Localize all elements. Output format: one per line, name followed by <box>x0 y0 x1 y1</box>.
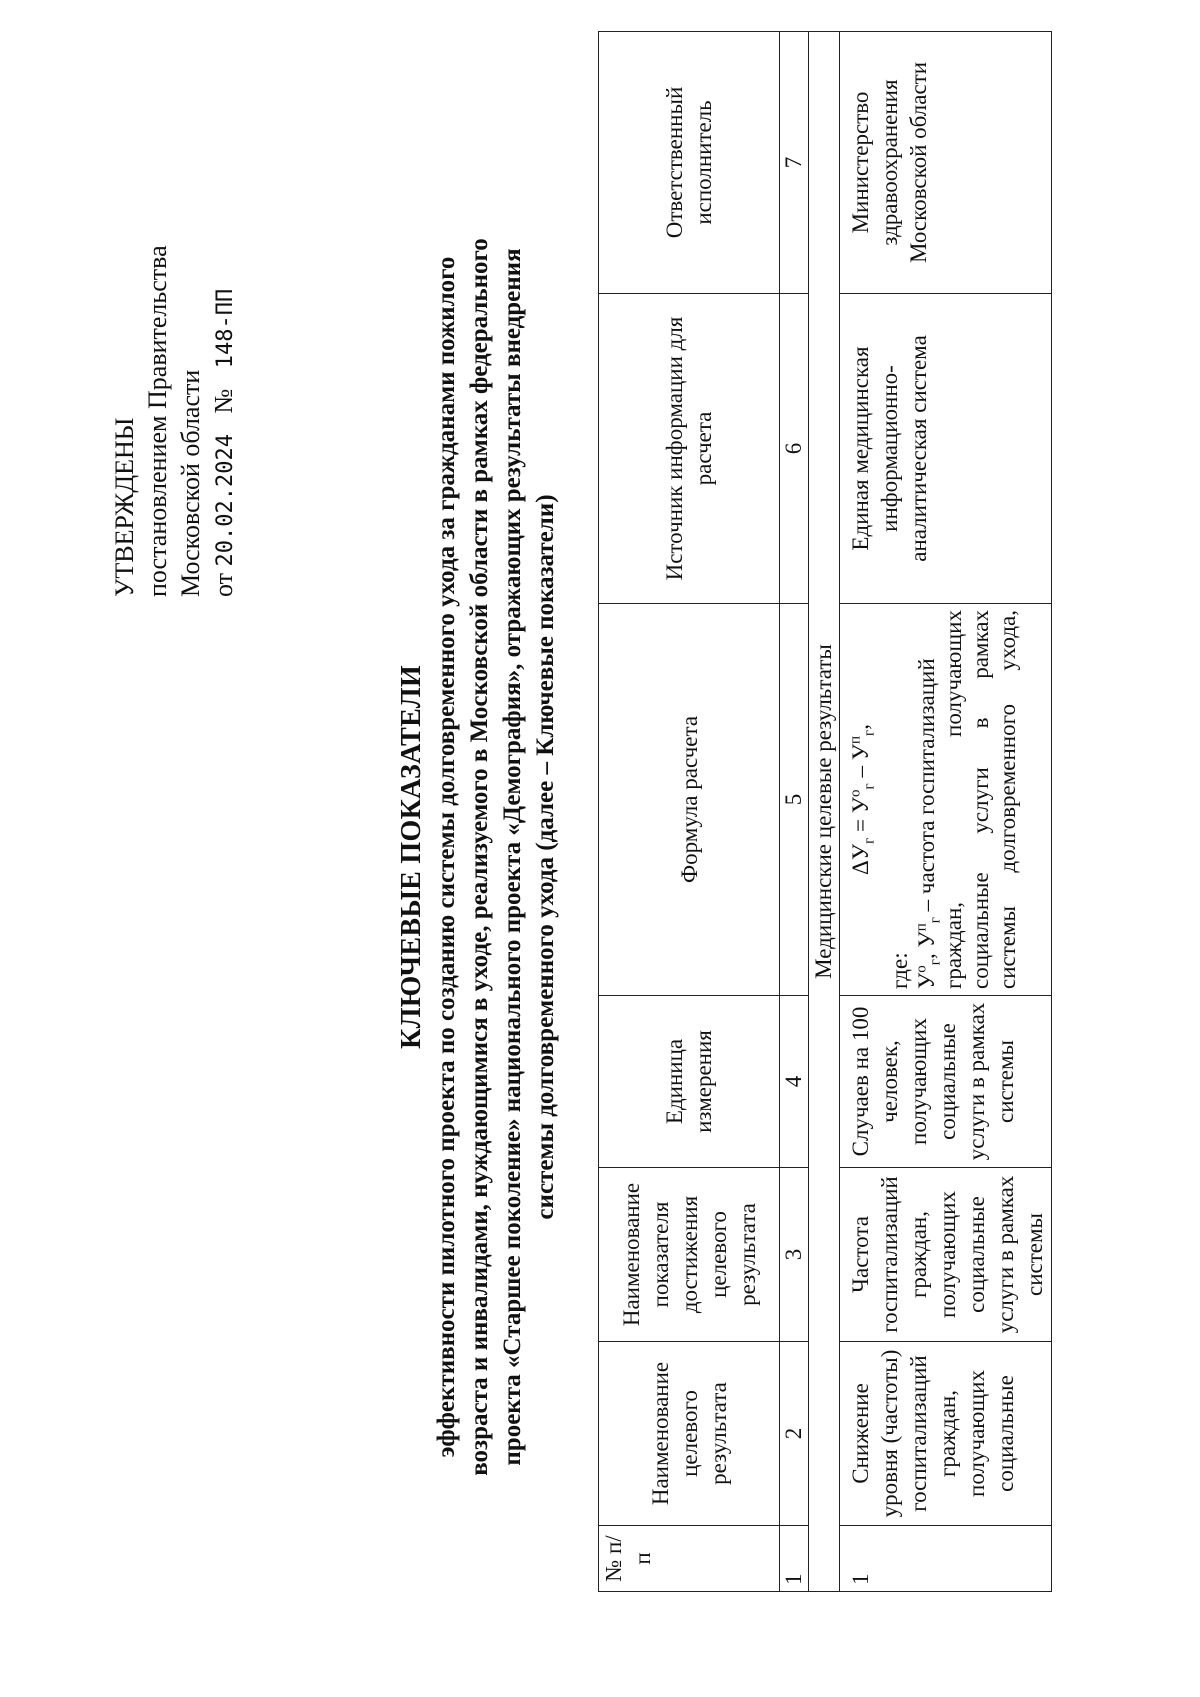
approval-date: 20.02.2024 <box>213 434 238 567</box>
title-line-2: возраста и инвалидами, нуждающимися в уходе, реализуемого в Московской области в рамках федерального <box>466 238 493 1476</box>
formula-vars: $У^о_г$, $У^п_г$ – частота госпитализаций <box>913 658 944 989</box>
header-source: Источник информации для расчета <box>599 294 780 604</box>
approval-date-line <box>207 137 242 597</box>
formula-desc-line-3: социальные услуги в рамках <box>968 610 993 989</box>
column-number-3: 3 <box>780 1168 809 1342</box>
column-number-5: 5 <box>780 604 809 996</box>
approval-stamp <box>108 137 242 597</box>
formula-desc-line-4: системы долговременного ухода, <box>995 610 1020 989</box>
column-number-2: 2 <box>780 1342 809 1526</box>
approval-number: 148-ПП <box>213 288 238 369</box>
table-row <box>840 32 1052 1592</box>
formula-expression: $\Delta У_г = У^о_г - У^п_г$, <box>847 724 878 875</box>
key-indicators-table <box>598 31 1052 1592</box>
approval-line-1: постановлением Правительства <box>143 245 172 597</box>
approval-number-sign: № <box>209 388 238 414</box>
title-line-4: системы долговременного ухода (далее – Ключевые показатели) <box>532 494 559 1220</box>
title-line-3: проекта «Старшее поколение» национального проекта «Демография», отражающих результаты внедрения <box>499 248 526 1466</box>
section-row <box>809 32 840 1592</box>
header-indicator-name: Наименование показателя достижения целевого результата <box>599 1168 780 1342</box>
column-number-6: 6 <box>780 294 809 604</box>
row-executor: Министерство здравоохранения Московской области <box>840 32 1052 294</box>
document-title <box>395 167 562 1547</box>
header-executor: Ответственный исполнитель <box>599 32 780 294</box>
section-title: Медицинские целевые результаты <box>809 32 840 1592</box>
header-result-name: Наименование целевого результата <box>599 1342 780 1526</box>
column-number-row <box>780 32 809 1592</box>
approval-line-2: Московской области <box>176 369 205 597</box>
row-indicator-name: Частота госпитализаций граждан, получающих социальные услуги в рамках системы <box>840 1168 1052 1342</box>
row-number: 1 <box>840 1526 1052 1592</box>
row-source: Единая медицинская информационно-аналитическая система <box>840 294 1052 604</box>
row-result-name: Снижение уровня (частоты) госпитализаций граждан, получающих социальные <box>840 1342 1052 1526</box>
formula-explanation <box>886 610 1021 989</box>
column-number-7: 7 <box>780 32 809 294</box>
title-main: КЛЮЧЕВЫЕ ПОКАЗАТЕЛИ <box>396 665 427 1049</box>
header-unit: Единица измерения <box>599 996 780 1168</box>
formula-where: где: <box>887 952 912 989</box>
row-formula <box>840 604 1052 996</box>
header-number: № п/п <box>599 1526 780 1592</box>
title-line-1: эффективности пилотного проекта по созданию системы долговременного ухода за гражданами пожилого <box>433 256 460 1458</box>
column-number-4: 4 <box>780 996 809 1168</box>
column-number-1: 1 <box>780 1526 809 1592</box>
formula-desc-line-2: граждан, получающих <box>941 610 966 989</box>
approval-heading: УТВЕРЖДЕНЫ <box>110 417 139 597</box>
approval-date-prefix: от <box>209 572 238 597</box>
row-unit: Случаев на 100 человек, получающих социальные услуги в рамках системы <box>840 996 1052 1168</box>
table-header-row <box>599 32 780 1592</box>
header-formula: Формула расчета <box>599 604 780 996</box>
